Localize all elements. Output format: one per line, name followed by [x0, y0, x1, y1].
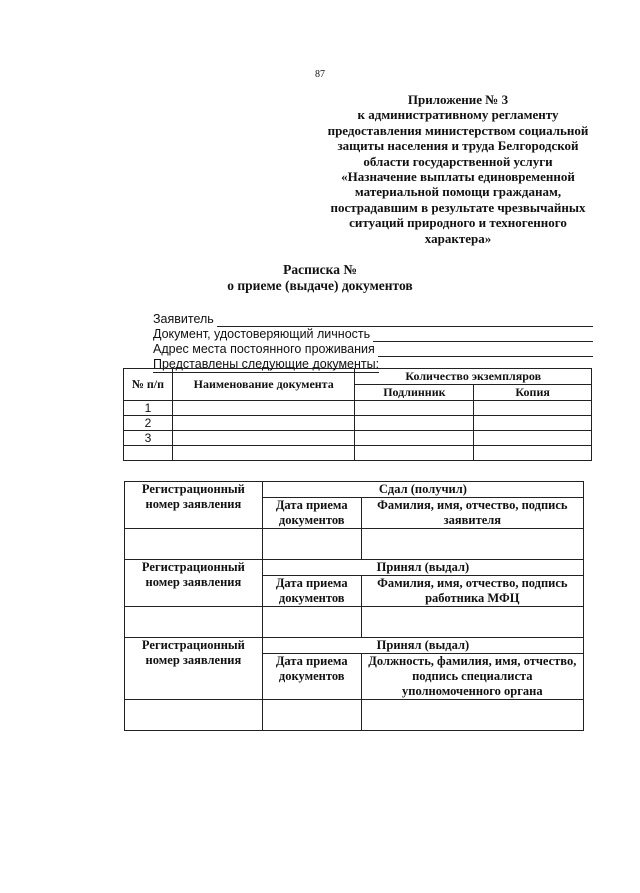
- mfc-signature-header: Фамилия, имя, отчество, подпись работника МФЦ: [361, 576, 583, 607]
- appendix-line: предоставления министерством социальной: [327, 122, 589, 138]
- address-label: Адрес места постоянного проживания: [153, 342, 375, 356]
- receipt-title: Расписка №: [283, 262, 357, 277]
- reg-number-cell[interactable]: [125, 529, 263, 560]
- row-number: 2: [124, 416, 173, 431]
- col-copies-header: Количество экземпляров: [355, 369, 592, 385]
- signature-cell[interactable]: [361, 607, 583, 638]
- reg-number-cell[interactable]: [125, 700, 263, 731]
- date-header: Дата приема документов: [262, 576, 361, 607]
- date-cell[interactable]: [262, 607, 361, 638]
- appendix-line: Приложение № 3: [407, 92, 509, 107]
- copy-count-cell[interactable]: [474, 416, 592, 431]
- appendix-line: материальной помощи гражданам,: [354, 184, 562, 200]
- date-header: Дата приема документов: [262, 498, 361, 529]
- date-cell[interactable]: [262, 700, 361, 731]
- submitted-docs-label: Представлены следующие документы:: [153, 357, 380, 371]
- document-name-cell[interactable]: [172, 431, 355, 446]
- applicant-label: Заявитель: [153, 312, 214, 326]
- row-number: 3: [124, 431, 173, 446]
- original-count-cell[interactable]: [355, 446, 474, 461]
- applicant-form: [153, 312, 593, 373]
- copy-count-cell[interactable]: [474, 431, 592, 446]
- copy-count-cell[interactable]: [474, 446, 592, 461]
- appendix-line: пострадавшим в результате чрезвычайных: [330, 199, 586, 215]
- appendix-line: ситуаций природного и техногенного: [349, 215, 567, 231]
- copy-count-cell[interactable]: [474, 401, 592, 416]
- applicant-field[interactable]: [217, 315, 593, 327]
- document-name-cell[interactable]: [172, 416, 355, 431]
- row-number: 1: [124, 401, 173, 416]
- reg-number-header: Регистрационный номер заявления: [125, 560, 263, 607]
- reg-number-header: Регистрационный номер заявления: [125, 482, 263, 529]
- col-name-header: Наименование документа: [172, 369, 355, 401]
- appendix-line: области государственной услуги: [363, 153, 553, 169]
- col-copy-header: Копия: [474, 385, 592, 401]
- receipt-subtitle: о приеме (выдаче) документов: [227, 278, 413, 293]
- applicant-signature-header: Фамилия, имя, отчество, подпись заявителя: [361, 498, 583, 529]
- table-row: [124, 446, 592, 461]
- registration-table: [124, 481, 584, 731]
- appendix-line: характера»: [424, 230, 492, 246]
- date-header: Дата приема документов: [262, 654, 361, 700]
- date-cell[interactable]: [262, 529, 361, 560]
- section-accepted-mfc-header: Принял (выдал): [262, 560, 583, 576]
- signature-cell[interactable]: [361, 700, 583, 731]
- appendix-line: «Назначение выплаты единовременной: [341, 169, 575, 185]
- document-name-cell[interactable]: [172, 401, 355, 416]
- reg-number-cell[interactable]: [125, 607, 263, 638]
- address-line: [153, 342, 593, 357]
- original-count-cell[interactable]: [355, 416, 474, 431]
- appendix-line: к административному регламенту: [357, 107, 559, 123]
- reg-number-header: Регистрационный номер заявления: [125, 638, 263, 700]
- signature-cell[interactable]: [361, 529, 583, 560]
- original-count-cell[interactable]: [355, 401, 474, 416]
- page-number: 87: [315, 69, 325, 80]
- address-field[interactable]: [378, 345, 593, 357]
- documents-table: [123, 368, 592, 461]
- receipt-title-block: [0, 262, 640, 294]
- section-accepted-authority-header: Принял (выдал): [262, 638, 583, 654]
- authority-signature-header: Должность, фамилия, имя, отчество, подпись специалиста уполномоченного органа: [361, 654, 583, 700]
- original-count-cell[interactable]: [355, 431, 474, 446]
- row-number: [124, 446, 173, 461]
- identity-doc-label: Документ, удостоверяющий личность: [153, 327, 371, 341]
- identity-doc-line: [153, 327, 593, 342]
- appendix-line: защиты населения и труда Белгородской: [337, 138, 579, 154]
- col-original-header: Подлинник: [355, 385, 474, 401]
- table-row: [124, 431, 592, 446]
- document-name-cell[interactable]: [172, 446, 355, 461]
- identity-doc-field[interactable]: [373, 330, 593, 342]
- col-number-header: № п/п: [124, 369, 173, 401]
- section-submitted-header: Сдал (получил): [262, 482, 583, 498]
- table-row: [124, 401, 592, 416]
- table-row: [124, 416, 592, 431]
- appendix-header: [310, 92, 606, 246]
- applicant-line: [153, 312, 593, 327]
